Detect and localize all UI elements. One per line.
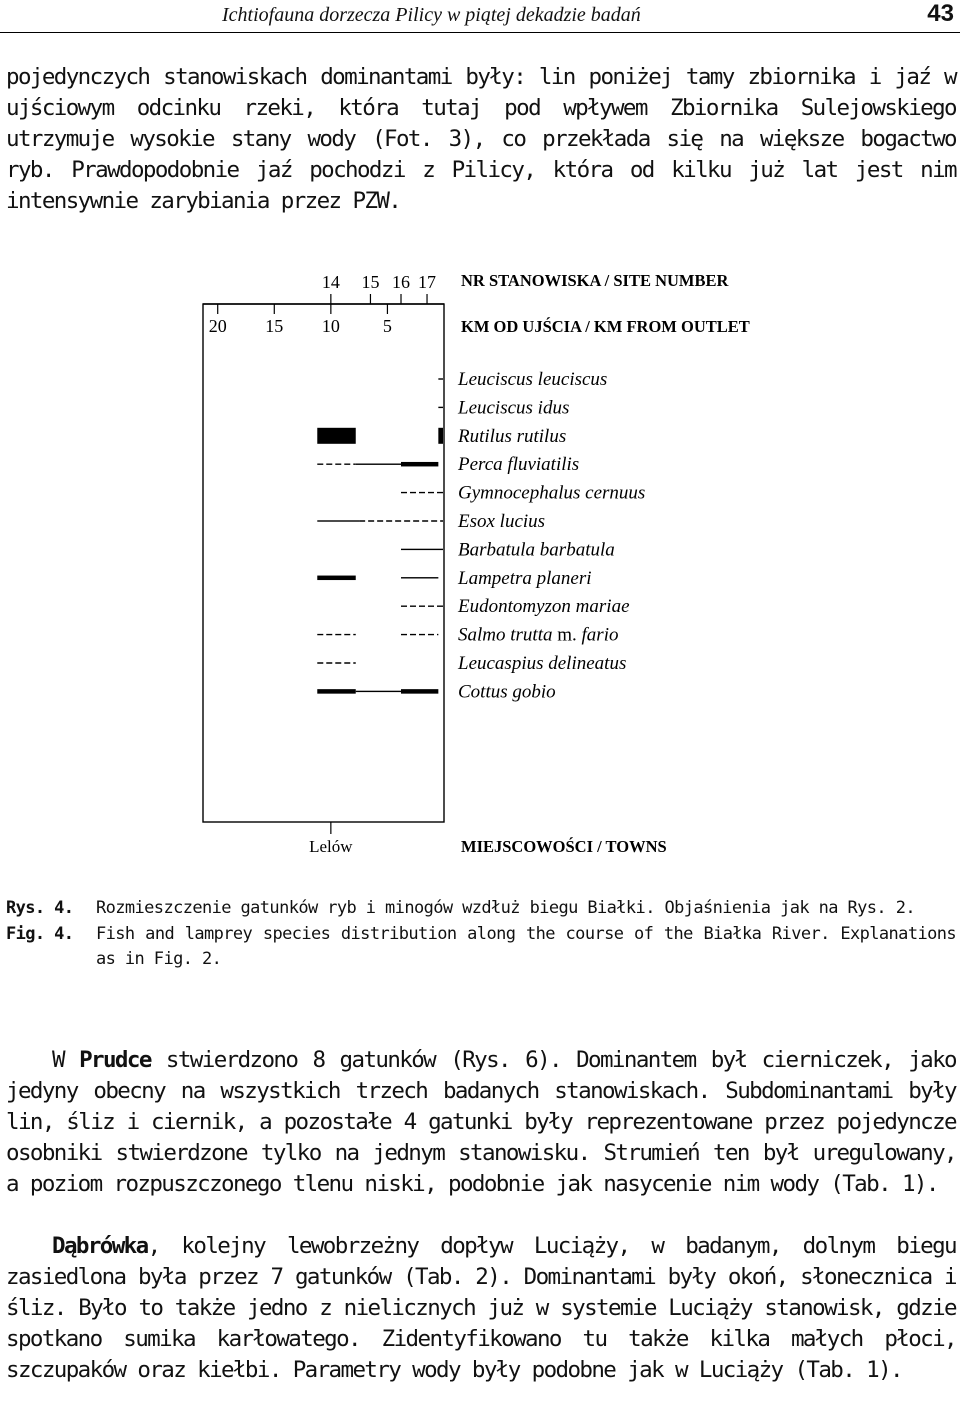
range-segment-thin [401,577,438,578]
site-number-label: 17 [418,272,437,292]
species-distribution-figure [0,260,960,880]
species-name: Leucaspius delineatus [458,653,627,674]
site-number-axis [322,272,436,304]
caption-polish-label: Rys. 4. [6,898,74,918]
range-segment-thin [356,691,401,692]
range-segment-block [438,428,443,444]
species-name: Cottus gobio [458,681,556,703]
species-name: Lampetra planeri [458,567,592,589]
site-number-axis-title: NR STANOWISKA / SITE NUMBER [461,271,729,290]
km-axis-title: KM OD UJŚCIA / KM FROM OUTLET [461,317,750,336]
species-name: Eudontomyzon mariae [458,596,630,618]
range-segment-thin [438,407,443,408]
range-segment-thin [401,549,443,550]
species-name: Barbatula barbatula [458,539,615,561]
site-number-label: 16 [392,272,411,292]
species-ranges [317,378,443,693]
river-name-dabrowka: Dąbrówka [52,1233,148,1259]
species-name: Esox lucius [458,511,546,532]
species-name: Gymnocephalus cernuus [458,482,646,504]
range-segment-thin [356,464,401,465]
km-tick-label: 10 [321,316,340,336]
running-header-title: Ichtiofauna dorzecza Pilicy w piątej dekadzie badań [222,4,641,26]
towns-axis [309,822,353,856]
paragraph-dabrowka [6,1231,956,1386]
towns-axis-title: MIEJSCOWOŚCI / TOWNS [461,837,667,856]
running-header [0,0,960,33]
range-segment-block [317,428,355,444]
range-segment-thick [401,689,438,694]
species-name-part: fario [581,624,619,646]
site-number-label: 15 [361,272,380,292]
plot-frame [203,304,444,822]
range-segment-thick [401,462,438,467]
range-segment-thick [317,576,355,581]
paragraph-dabrowka-text: , kolejny lewobrzeżny dopływ Luciąży, w badanym, dolnym biegu zasiedlona była przez 7 gatunków (Tab. 2). Dominantami były okoń, słonecznica i śliz. Było to także jedno z nielicznych już w systemie Luciąży stanowisk, gdzie spotkano sumika karłowatego. Zidentyfikowano tu także kilka małych płoci, szczupaków oraz kiełbi. Parametry wody były podobne jak w Luciąży (Tab. 1). [6,1233,956,1383]
figure-caption [6,896,956,973]
caption-polish [6,896,956,922]
species-name [458,625,618,646]
caption-english-text: Fish and lamprey species distribution along the course of the Białka River. Explanations as in Fig. 2. [96,923,956,970]
range-segment-thick [317,689,355,694]
species-name: Perca fluviatilis [458,454,580,476]
caption-english-label: Fig. 4. [6,923,74,944]
species-labels [457,369,645,702]
site-number-label: 14 [321,272,340,292]
page-number: 43 [927,0,954,27]
intro-paragraph: pojedynczych stanowiskach dominantami były: lin poniżej tamy zbiornika i jaź w ujściowym odcinku rzeki, która tutaj pod wpływem Zbiornika Sulejowskiego utrzymuje wysokie stany wody (Fot. 3), co przekłada się na większe bogactwo ryb. Prawdopodobnie jaź pochodzi z Pilicy, która od kilku już lat jest nim intensywnie zarybiania przez PZW. [6,64,956,214]
species-name: Rutilus rutilus [458,425,567,447]
species-name: Leuciscus idus [458,397,570,419]
paragraph-prudka-lead: W [52,1047,80,1073]
caption-polish-text: Rozmieszczenie gatunków ryb i minogów wzdłuż biegu Białki. Objaśnienia jak na Rys. 2. [96,898,915,918]
range-segment-thin [317,520,359,521]
caption-english [6,922,956,973]
river-name-prudka: Prudce [79,1047,151,1073]
km-tick-label: 20 [208,316,227,336]
species-name-part: Salmo trutta [458,624,558,646]
paragraph-prudka-text: stwierdzono 8 gatunków (Rys. 6). Dominantem był cierniczek, jako jedyny obecny na wszystkich trzech badanych stanowiskach. Subdominantami były lin, śliz i ciernik, a pozostałe 4 gatunki były reprezentowane przez pojedyncze osobniki stwierdzone tylko na jednym stanowisku. Strumień ten był uregulowany, a poziom rozpuszczonego tlenu niski, podobnie jak nasycenie nim wody (Tab. 1). [6,1047,956,1197]
town-label: Lelów [309,837,353,856]
figure-frame [203,304,444,822]
km-tick-label: 5 [382,316,392,336]
km-axis [209,304,392,336]
range-segment-thin [438,378,443,379]
paragraph-prudka [6,1045,956,1200]
km-tick-label: 15 [265,316,284,336]
species-name-part: m. [557,624,582,646]
species-name: Leuciscus leuciscus [458,369,608,390]
